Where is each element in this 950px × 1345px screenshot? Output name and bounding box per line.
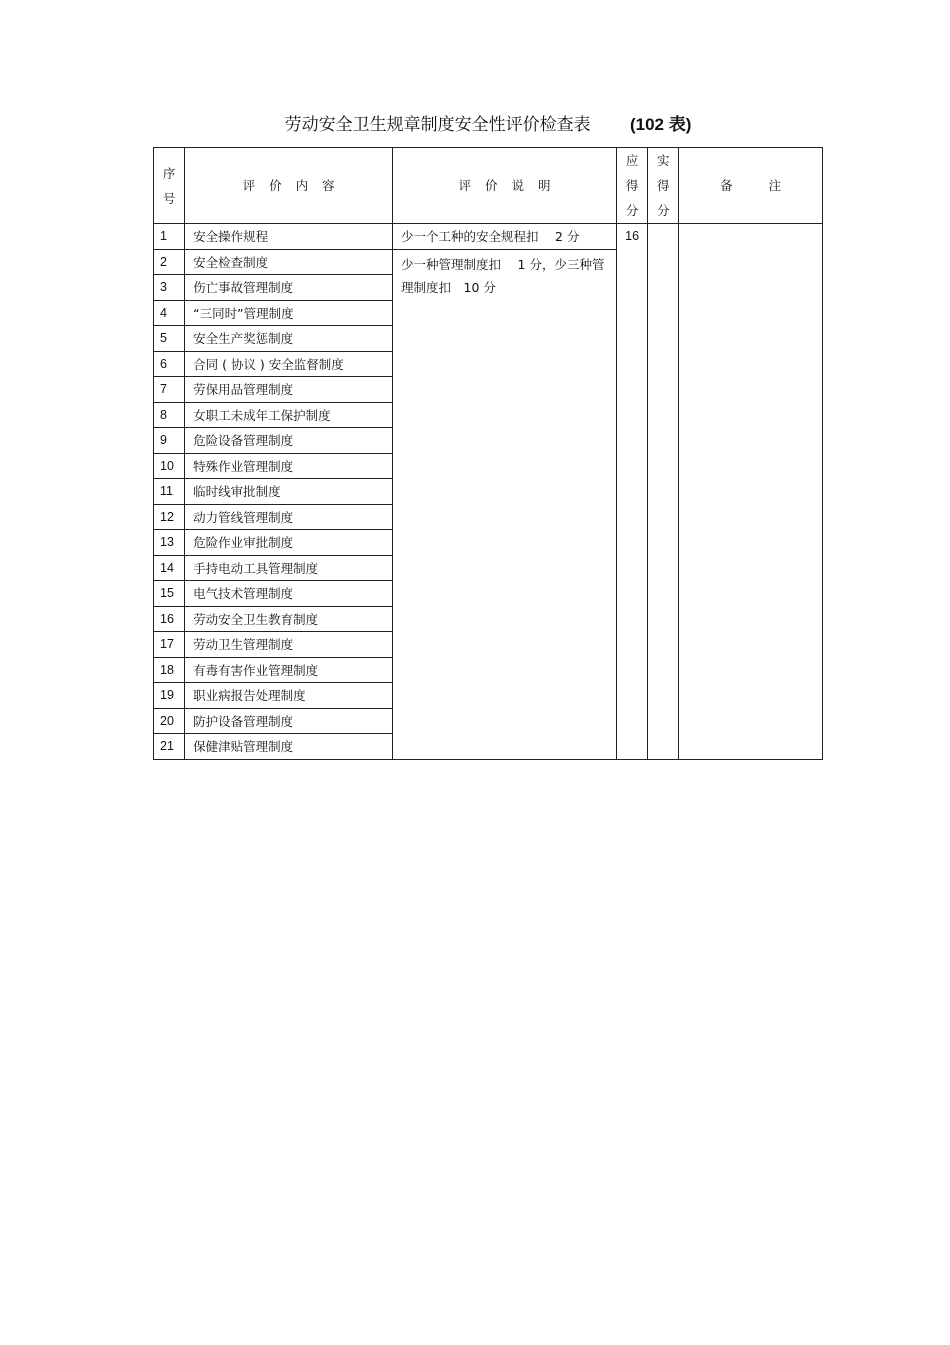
header-content <box>185 148 393 224</box>
row-item: 危险设备管理制度 <box>185 428 393 454</box>
row-item: 手持电动工具管理制度 <box>185 555 393 581</box>
remark-cell <box>679 224 823 760</box>
header-due-label: 应得分 <box>625 153 639 218</box>
page-title <box>153 110 823 135</box>
header-due <box>617 148 648 224</box>
row-number: 3 <box>154 275 185 301</box>
header-content-label: 评价内容 <box>242 178 349 193</box>
desc-cell-1: 少一个工种的安全规程扣 2 分 <box>393 224 617 250</box>
row-number: 10 <box>154 453 185 479</box>
row-number: 17 <box>154 632 185 658</box>
row-item: 防护设备管理制度 <box>185 708 393 734</box>
row-item: 安全检查制度 <box>185 249 393 275</box>
table-code: (102 表) <box>629 115 692 134</box>
row-number: 2 <box>154 249 185 275</box>
row-item: 合同 ( 协议 ) 安全监督制度 <box>185 351 393 377</box>
row-item: 安全操作规程 <box>185 224 393 250</box>
header-desc <box>393 148 617 224</box>
row-number: 20 <box>154 708 185 734</box>
row-item: 劳动卫生管理制度 <box>185 632 393 658</box>
row-item: 伤亡事故管理制度 <box>185 275 393 301</box>
row-number: 7 <box>154 377 185 403</box>
row-number: 9 <box>154 428 185 454</box>
row-item: 劳动安全卫生教育制度 <box>185 606 393 632</box>
row-number: 8 <box>154 402 185 428</box>
row-item: 劳保用品管理制度 <box>185 377 393 403</box>
header-remark-label: 备注 <box>720 178 818 193</box>
row-number: 15 <box>154 581 185 607</box>
actual-score-cell <box>648 224 679 760</box>
header-got-label: 实得分 <box>656 153 670 218</box>
row-item: 电气技术管理制度 <box>185 581 393 607</box>
row-number: 16 <box>154 606 185 632</box>
row-item: 危险作业审批制度 <box>185 530 393 556</box>
header-got <box>648 148 679 224</box>
row-number: 14 <box>154 555 185 581</box>
title-text: 劳动安全卫生规章制度安全性评价检查表 <box>284 115 591 135</box>
row-number: 13 <box>154 530 185 556</box>
header-row <box>154 148 823 224</box>
row-number: 18 <box>154 657 185 683</box>
row-item: 动力管线管理制度 <box>185 504 393 530</box>
row-number: 19 <box>154 683 185 709</box>
row-item: “三同时”管理制度 <box>185 300 393 326</box>
row-number: 21 <box>154 734 185 760</box>
row-number: 12 <box>154 504 185 530</box>
row-item: 女职工未成年工保护制度 <box>185 402 393 428</box>
header-desc-label: 评价说明 <box>458 178 565 193</box>
row-item: 职业病报告处理制度 <box>185 683 393 709</box>
row-item: 特殊作业管理制度 <box>185 453 393 479</box>
desc-cell-2: 少一种管理制度扣 1 分，少三种管理制度扣 10 分 <box>393 249 617 759</box>
row-item: 有毒有害作业管理制度 <box>185 657 393 683</box>
header-seq-label: 序号 <box>162 165 176 206</box>
evaluation-table <box>153 147 823 760</box>
row-number: 4 <box>154 300 185 326</box>
header-seq <box>154 148 185 224</box>
row-item: 临时线审批制度 <box>185 479 393 505</box>
row-item: 安全生产奖惩制度 <box>185 326 393 352</box>
due-score: 16 <box>617 224 648 760</box>
row-number: 6 <box>154 351 185 377</box>
row-number: 1 <box>154 224 185 250</box>
row-number: 11 <box>154 479 185 505</box>
header-remark <box>679 148 823 224</box>
table-row <box>154 224 823 250</box>
row-number: 5 <box>154 326 185 352</box>
row-item: 保健津贴管理制度 <box>185 734 393 760</box>
